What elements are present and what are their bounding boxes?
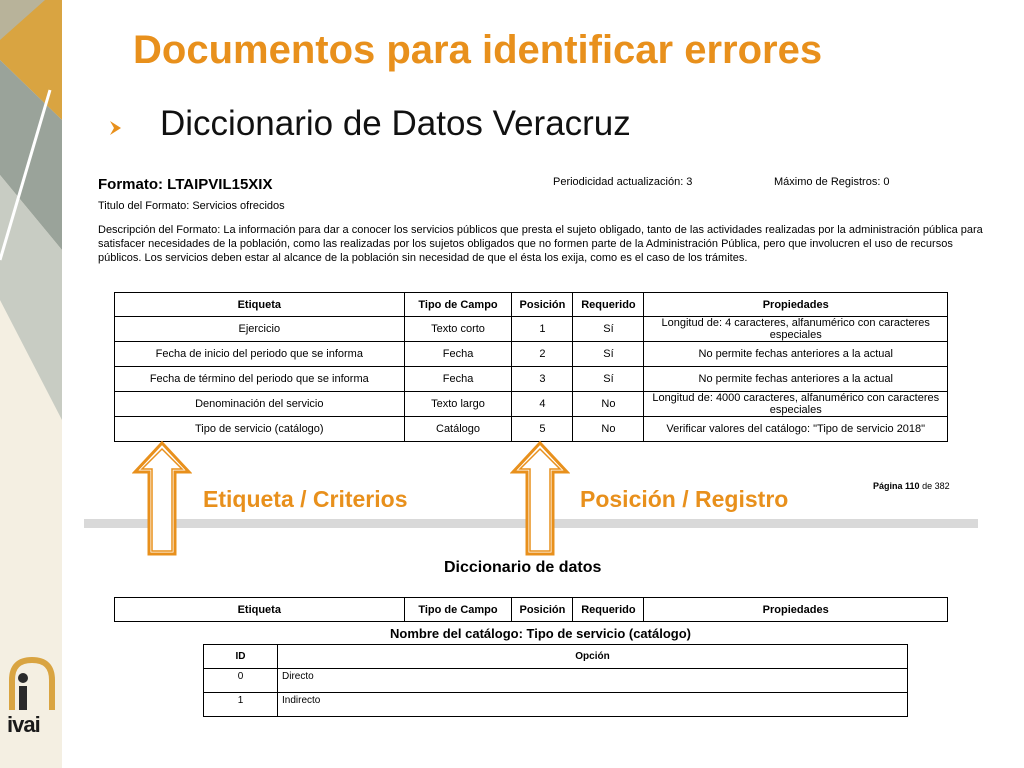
cell-tipo: Fecha — [404, 342, 512, 367]
column-header: Requerido — [573, 293, 644, 317]
cell-propiedades: No permite fechas anteriores a la actual — [644, 342, 948, 367]
cell-propiedades: Verificar valores del catálogo: "Tipo de servicio 2018" — [644, 417, 948, 442]
column-header: Posición — [512, 293, 573, 317]
arrow-up-icon — [510, 440, 570, 558]
cell-id: 0 — [204, 669, 278, 693]
bullet-text: Diccionario de Datos Veracruz — [160, 104, 631, 143]
column-header: Posición — [512, 598, 573, 622]
table-row — [115, 392, 948, 417]
column-header: Tipo de Campo — [404, 598, 512, 622]
arrow-up-icon — [132, 440, 192, 558]
catalog-name: Nombre del catálogo: Tipo de servicio (catálogo) — [390, 626, 691, 641]
format-title: Titulo del Formato: Servicios ofrecidos — [98, 200, 285, 212]
cell-opcion: Indirecto — [278, 693, 908, 717]
callout-etiqueta: Etiqueta / Criterios — [203, 486, 408, 512]
cell-posicion: 1 — [512, 317, 573, 342]
periodicity: Periodicidad actualización: 3 — [553, 176, 693, 188]
table-row — [115, 417, 948, 442]
cell-posicion: 5 — [512, 417, 573, 442]
format-description: Descripción del Formato: La información para dar a conocer los servicios públicos que presta el sujeto obligado, tanto de las actividades realizadas por la administración pública para satisfacer necesidades de la población, como las realizadas por los sujetos obligados que no formen parte de la Administración Pública, pero que involucren el uso de recursos públicos. Los servicios deben estar al alcance de la población sin necesidad de que el ésta los exija, como es el caso de los trámites. — [98, 224, 983, 264]
page-number: 110 — [905, 481, 920, 491]
bullet-arrow-icon — [108, 120, 122, 136]
cell-tipo: Texto largo — [404, 392, 512, 417]
cell-tipo: Fecha — [404, 367, 512, 392]
column-header: Tipo de Campo — [404, 293, 512, 317]
column-header: Opción — [278, 645, 908, 669]
table-row — [115, 317, 948, 342]
table-header-row — [115, 293, 948, 317]
catalog-table — [203, 644, 908, 717]
cell-posicion: 2 — [512, 342, 573, 367]
table-row — [204, 693, 908, 717]
cell-posicion: 3 — [512, 367, 573, 392]
sidebar-decoration — [0, 0, 62, 768]
page-total: de 382 — [922, 481, 950, 491]
cell-tipo: Texto corto — [404, 317, 512, 342]
cell-etiqueta: Tipo de servicio (catálogo) — [115, 417, 405, 442]
table-header-row — [204, 645, 908, 669]
column-header: ID — [204, 645, 278, 669]
page-info — [873, 481, 950, 491]
logo-text: ivai — [7, 712, 40, 737]
cell-etiqueta: Denominación del servicio — [115, 392, 405, 417]
table-row — [204, 669, 908, 693]
slide-title: Documentos para identificar errores — [133, 28, 823, 72]
table-row — [115, 367, 948, 392]
cell-id: 1 — [204, 693, 278, 717]
column-header: Etiqueta — [115, 293, 405, 317]
cell-requerido: Sí — [573, 317, 644, 342]
cell-requerido: Sí — [573, 342, 644, 367]
column-header: Propiedades — [644, 293, 948, 317]
cell-opcion: Directo — [278, 669, 908, 693]
fields-table — [114, 292, 948, 442]
cell-requerido: Sí — [573, 367, 644, 392]
cell-tipo: Catálogo — [404, 417, 512, 442]
cell-requerido: No — [573, 417, 644, 442]
cell-requerido: No — [573, 392, 644, 417]
dictionary-heading: Diccionario de datos — [444, 559, 602, 576]
cell-propiedades: Longitud de: 4000 caracteres, alfanumérico con caracteres especiales — [644, 392, 948, 417]
callout-posicion: Posición / Registro — [580, 486, 789, 512]
cell-etiqueta: Ejercicio — [115, 317, 405, 342]
page-label: Página — [873, 481, 903, 491]
table-header-row — [115, 598, 948, 622]
max-records: Máximo de Registros: 0 — [774, 176, 890, 188]
table-row — [115, 342, 948, 367]
dictionary-header-table — [114, 597, 948, 622]
cell-propiedades: No permite fechas anteriores a la actual — [644, 367, 948, 392]
cell-etiqueta: Fecha de término del periodo que se informa — [115, 367, 405, 392]
cell-etiqueta: Fecha de inicio del periodo que se informa — [115, 342, 405, 367]
cell-propiedades: Longitud de: 4 caracteres, alfanumérico con caracteres especiales — [644, 317, 948, 342]
column-header: Etiqueta — [115, 598, 405, 622]
column-header: Propiedades — [644, 598, 948, 622]
cell-posicion: 4 — [512, 392, 573, 417]
column-header: Requerido — [573, 598, 644, 622]
format-code: Formato: LTAIPVIL15XIX — [98, 176, 273, 193]
